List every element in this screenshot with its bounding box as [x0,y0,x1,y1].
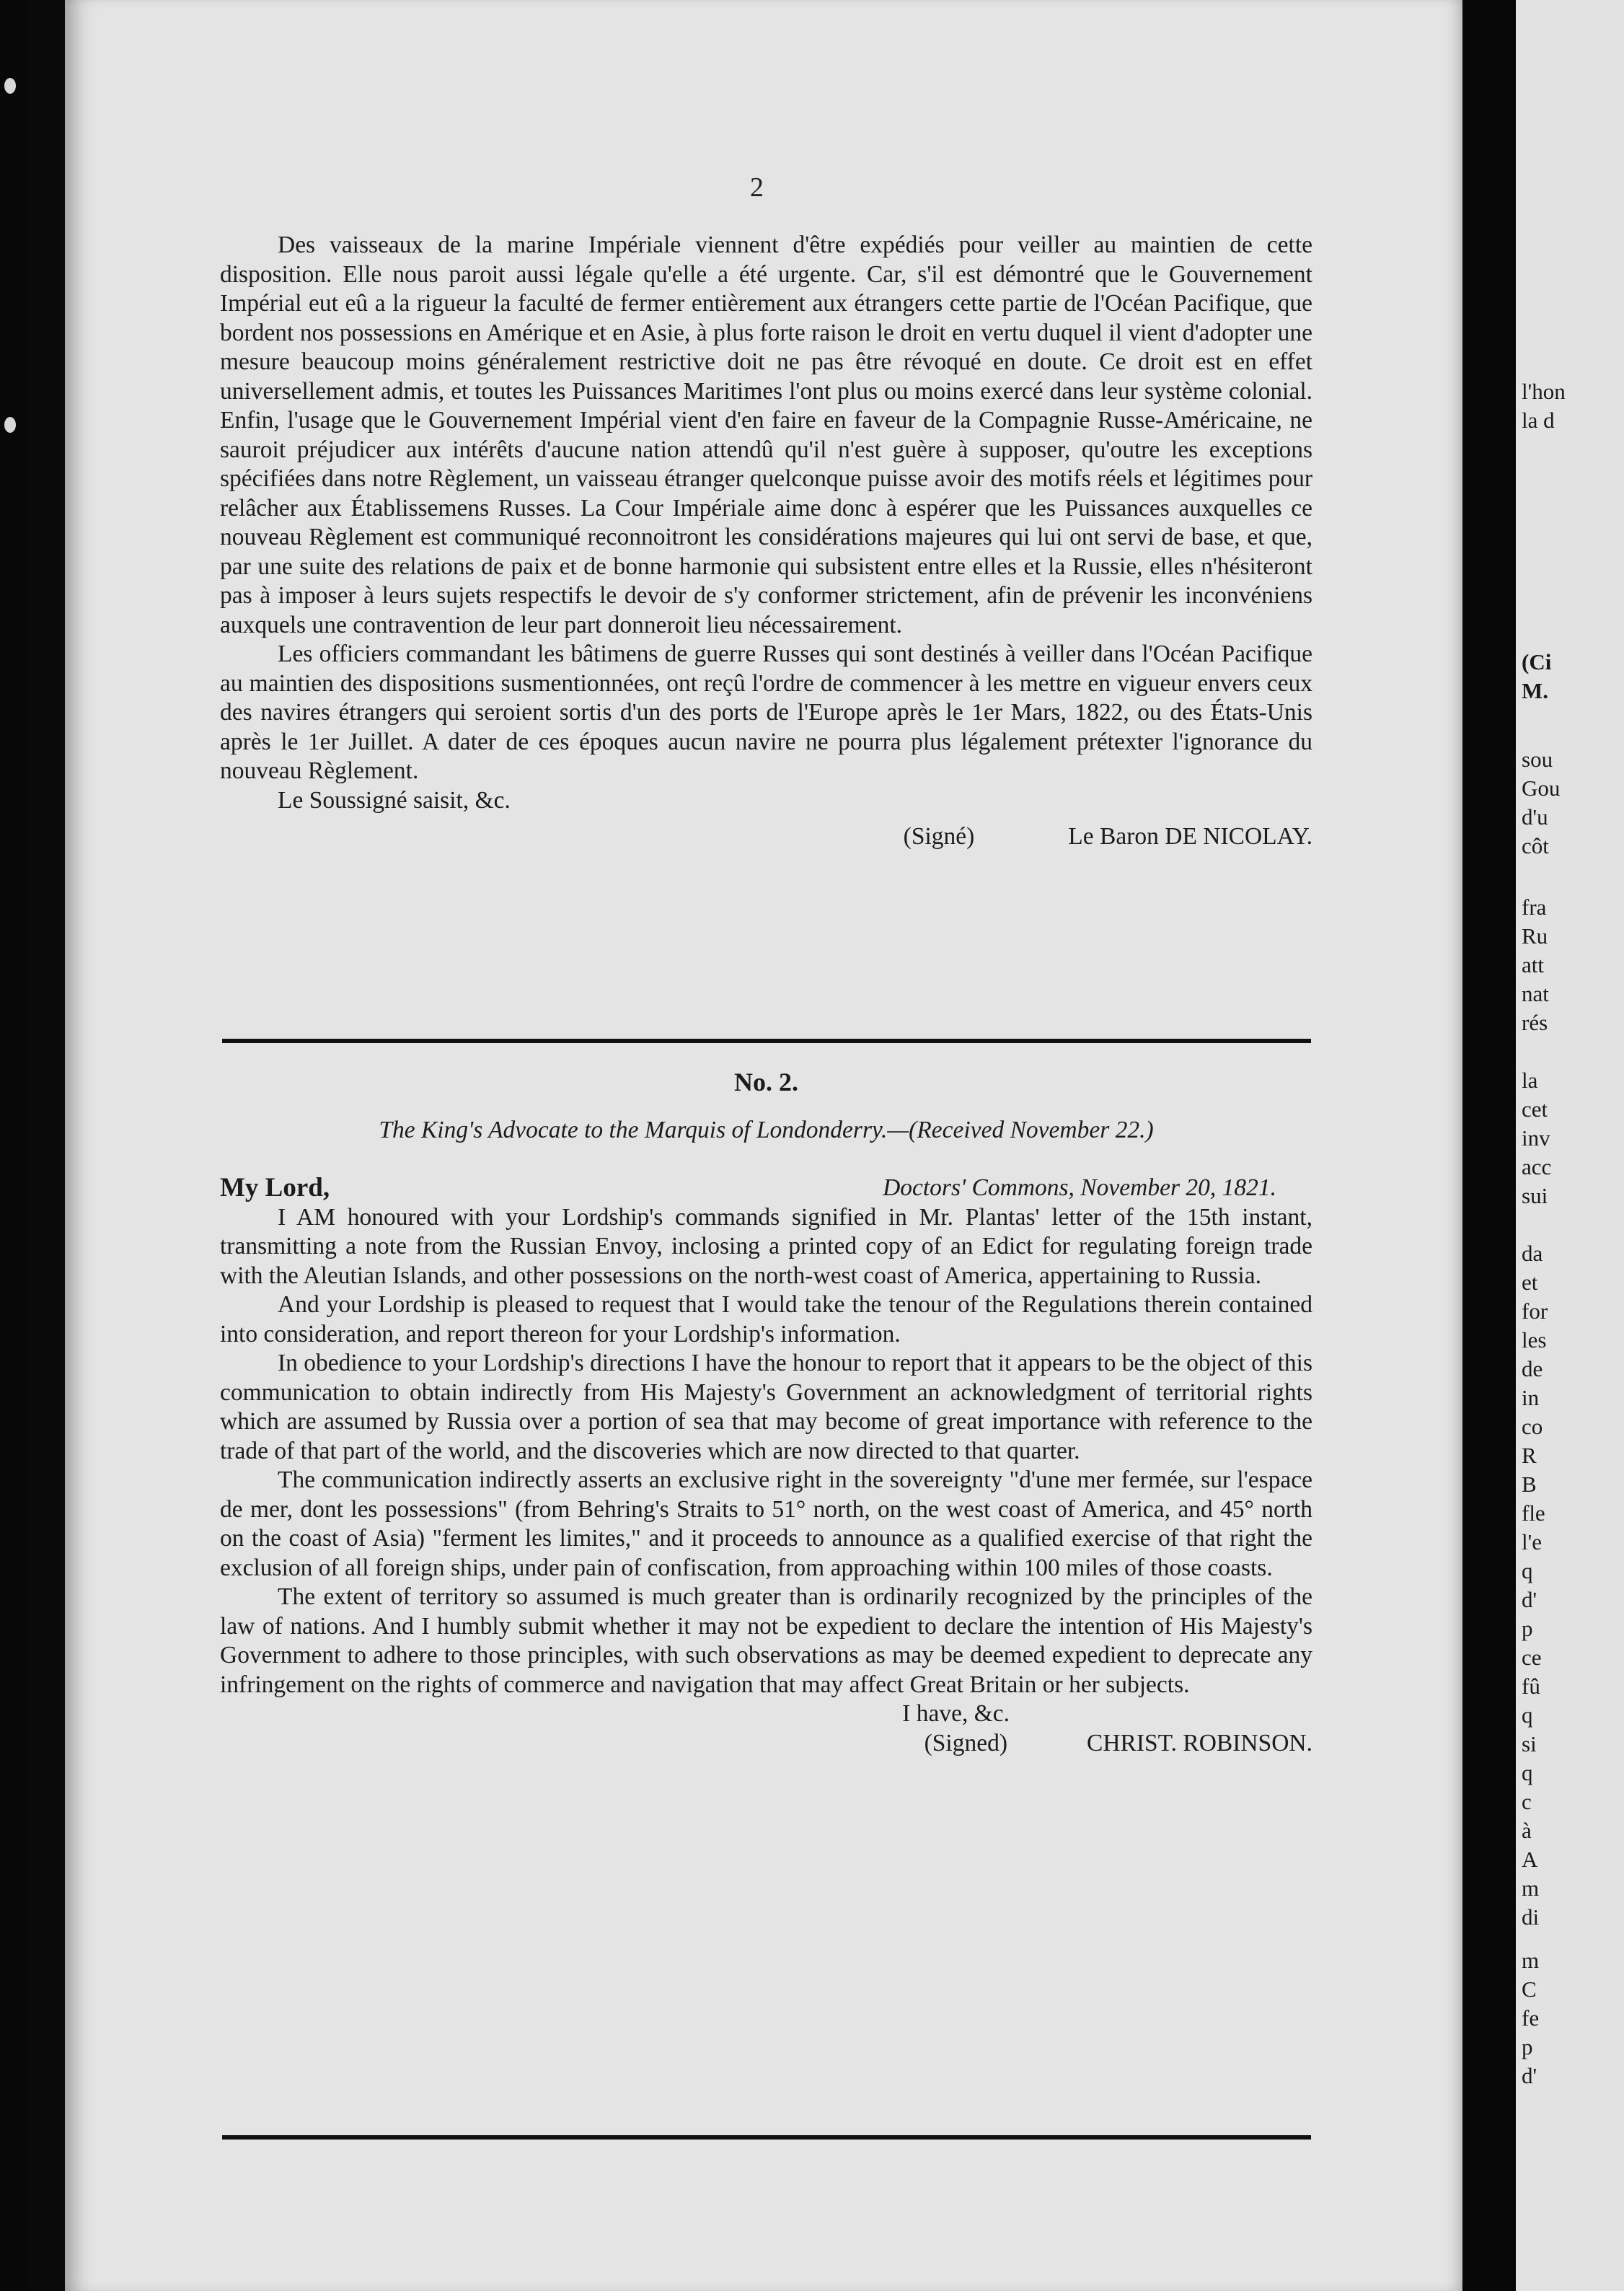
adjacent-page-fragment: m [1522,1948,1540,1973]
letter-2-signature [220,1729,1312,1759]
adjacent-page-fragment: fle [1522,1500,1545,1526]
adjacent-page-fragment: l'hon [1522,379,1566,404]
adjacent-page-fragment: m [1522,1876,1540,1901]
adjacent-page [1516,0,1624,2291]
adjacent-page-fragment: q [1522,1702,1533,1728]
adjacent-page-fragment: C [1522,1976,1537,2002]
adjacent-page-fragment: cet [1522,1096,1548,1122]
letter-2-paragraph-1: I AM honoured with your Lordship's commands signified in Mr. Plantas' letter of the 15th instant, transmitting a note from the Russian Envoy, inclosing a printed copy of an Edict for regulating foreign trade with the Aleutian Islands, and other possessions on the north-west coast of America, appertaining to Russia. [220,1203,1312,1289]
binding-hole [4,417,16,433]
adjacent-page-fragment: da [1522,1241,1543,1266]
adjacent-page-fragment: co [1522,1414,1543,1439]
adjacent-page-fragment: et [1522,1270,1538,1295]
signer-name: CHRIST. ROBINSON. [1086,1729,1312,1756]
section-divider [222,1039,1311,1043]
adjacent-page-fragment: à [1522,1818,1532,1843]
adjacent-page-fragment: p [1522,2034,1533,2059]
adjacent-page-fragment: l'e [1522,1529,1542,1555]
adjacent-page-fragment: les [1522,1327,1547,1353]
adjacent-page-fragment: q [1522,1558,1533,1583]
adjacent-page-fragment: la [1522,1068,1538,1093]
page-number: 2 [750,172,764,203]
adjacent-page-fragment: côt [1522,833,1549,858]
adjacent-page-fragment: rés [1522,1010,1548,1035]
adjacent-page-fragment: si [1522,1731,1537,1756]
letter-1-signature [220,822,1312,852]
adjacent-page-fragment: fra [1522,894,1547,920]
adjacent-page-fragment: d' [1522,1587,1537,1612]
adjacent-page-fragment: fe [1522,2005,1540,2031]
letter-2-paragraph-3: In obedience to your Lordship's directions I have the honour to report that it appears to be the object of this communication to obtain indirectly from His Majesty's Government an acknowledgment of territorial rights which are assumed by Russia over a portion of sea that may become of great importance with reference to the trade of that part of the world, and the discoveries which are now directed to that quarter. [220,1350,1312,1464]
adjacent-page-fragment: nat [1522,981,1549,1006]
adjacent-page-fragment: in [1522,1385,1540,1410]
adjacent-page-fragment: de [1522,1356,1543,1381]
adjacent-page-fragment: c [1522,1789,1532,1814]
adjacent-page-fragment: sui [1522,1183,1548,1208]
letter-1 [220,231,1312,852]
place-date: Doctors' Commons, November 20, 1821. [883,1174,1276,1201]
letter-2-closing: I have, &c. [902,1700,1010,1727]
salutation-row [220,1174,1312,1203]
adjacent-page-fragment: for [1522,1298,1548,1324]
adjacent-page-fragment: R [1522,1443,1537,1468]
adjacent-page-fragment: p [1522,1616,1533,1641]
adjacent-page-fragment: Gou [1522,775,1561,801]
letter-2-paragraph-4: The communication indirectly asserts an exclusive right in the sovereignty "d'une mer fermée, sur l'espace de mer, dont les possessions" (from Behring's Straits to 51° north, on the west coast of America, and 45° north on the coast of Asia) "ferment les limites," and it proceeds to announce as a qualified exercise of that right the exclusion of all foreign ships, under pain of confiscation, from approaching within 100 miles of those coasts. [220,1466,1312,1581]
adjacent-page-fragment: att [1522,952,1544,977]
signer-name: Le Baron DE NICOLAY. [1068,823,1312,850]
adjacent-page-fragment: sou [1522,747,1553,772]
adjacent-page-fragment: d' [1522,2063,1537,2088]
signed-label: (Signed) [924,1729,1007,1756]
adjacent-page-fragment: d'u [1522,804,1548,830]
adjacent-page-fragment: acc [1522,1154,1552,1179]
scan-left-margin [0,0,29,2291]
letter-2-paragraph-5: The extent of territory so assumed is much greater than is ordinarily recognized by the principles of the law of nations. And I humbly submit whether it may not be expedient to declare the intention of His Majesty's Government to adhere to those principles, with such observations as may be deemed expedient to deprecate any infringement on the rights of commerce and navigation that may affect Great Britain or her subjects. [220,1583,1312,1698]
adjacent-page-fragment: di [1522,1904,1540,1930]
adjacent-page-fragment: (Ci [1522,649,1552,674]
letter-2-paragraph-2: And your Lordship is pleased to request that I would take the tenour of the Regulations therein contained into consideration, and report thereon for your Lordship's information. [220,1291,1312,1347]
letter-2-heading: The King's Advocate to the Marquis of Londonderry.—(Received November 22.) [379,1116,1154,1143]
signed-label: (Signé) [903,823,975,850]
salutation: My Lord, [220,1173,330,1202]
adjacent-page-fragment: inv [1522,1125,1550,1151]
adjacent-page-fragment: la d [1522,408,1555,433]
binding-hole [4,78,16,94]
section-divider-bottom [222,2135,1311,2140]
adjacent-page-fragment: ce [1522,1645,1542,1670]
adjacent-page-fragment: fû [1522,1674,1540,1699]
document-number: No. 2. [734,1068,798,1096]
adjacent-page-fragment: A [1522,1847,1538,1872]
adjacent-page-fragment: M. [1522,678,1549,703]
letter-1-paragraph-1: Des vaisseaux de la marine Impériale viennent d'être expédiés pour veiller au maintien de cette disposition. Elle nous paroit aussi légale qu'elle a été urgente. Car, s'il est démontré que le Gouvernement Impérial eut eû a la rigueur la faculté de fermer entièrement aux étrangers cette partie de l'Océan Pacifique, que bordent nos possessions en Amérique et en Asie, à plus forte raison le droit en vertu duquel il vient d'adopter une mesure beaucoup moins généralement restrictive doit ne pas être révoqué en doute. Ce droit est en effet universellement admis, et toutes les Puissances Maritimes l'ont plus ou moins exercé dans leur système colonial. Enfin, l'usage que le Gouvernement Impérial vient d'en faire en faveur de la Compagnie Russe-Américaine, ne sauroit préjudicer aux intérêts d'aucune nation attendû qu'il n'est guère à supposer, qu'outre les exceptions spécifiées dans notre Règlement, un vaisseau étranger quelconque puisse avoir des motifs réels et légitimes pour relâcher aux Établissemens Russes. La Cour Impériale aime donc à espérer que les Puissances auxquelles ce nouveau Règlement est communiqué reconnoitront les considérations majeures qui lui ont servi de base, et que, par une suite des relations de paix et de bonne harmonie qui subsistent entre elles et la Russie, elles n'hésiteront pas à imposer à leurs sujets respectifs le devoir de s'y conformer strictement, afin de prévenir les inconvéniens auxquels une contravention de leur part donneroit lieu nécessairement. [220,232,1312,638]
letter-1-closing: Le Soussigné saisit, &c. [278,786,511,814]
adjacent-page-fragment: q [1522,1760,1533,1785]
letter-2 [220,1068,1312,1758]
page-gutter [1462,0,1516,2291]
adjacent-page-fragment: B [1522,1472,1537,1497]
letter-1-paragraph-2: Les officiers commandant les bâtimens de guerre Russes qui sont destinés à veiller dans l'Océan Pacifique au maintien des dispositions susmentionnées, ont reçû l'ordre de commencer à les mettre en vigueur envers ceux des navires étrangers qui seroient sortis d'un des ports de l'Europe après le 1er Mars, 1822, ou des États-Unis après le 1er Juillet. A dater de ces époques aucun navire ne pourra plus légalement prétexter l'ignorance du nouveau Règlement. [220,641,1312,784]
adjacent-page-fragment: Ru [1522,923,1548,949]
